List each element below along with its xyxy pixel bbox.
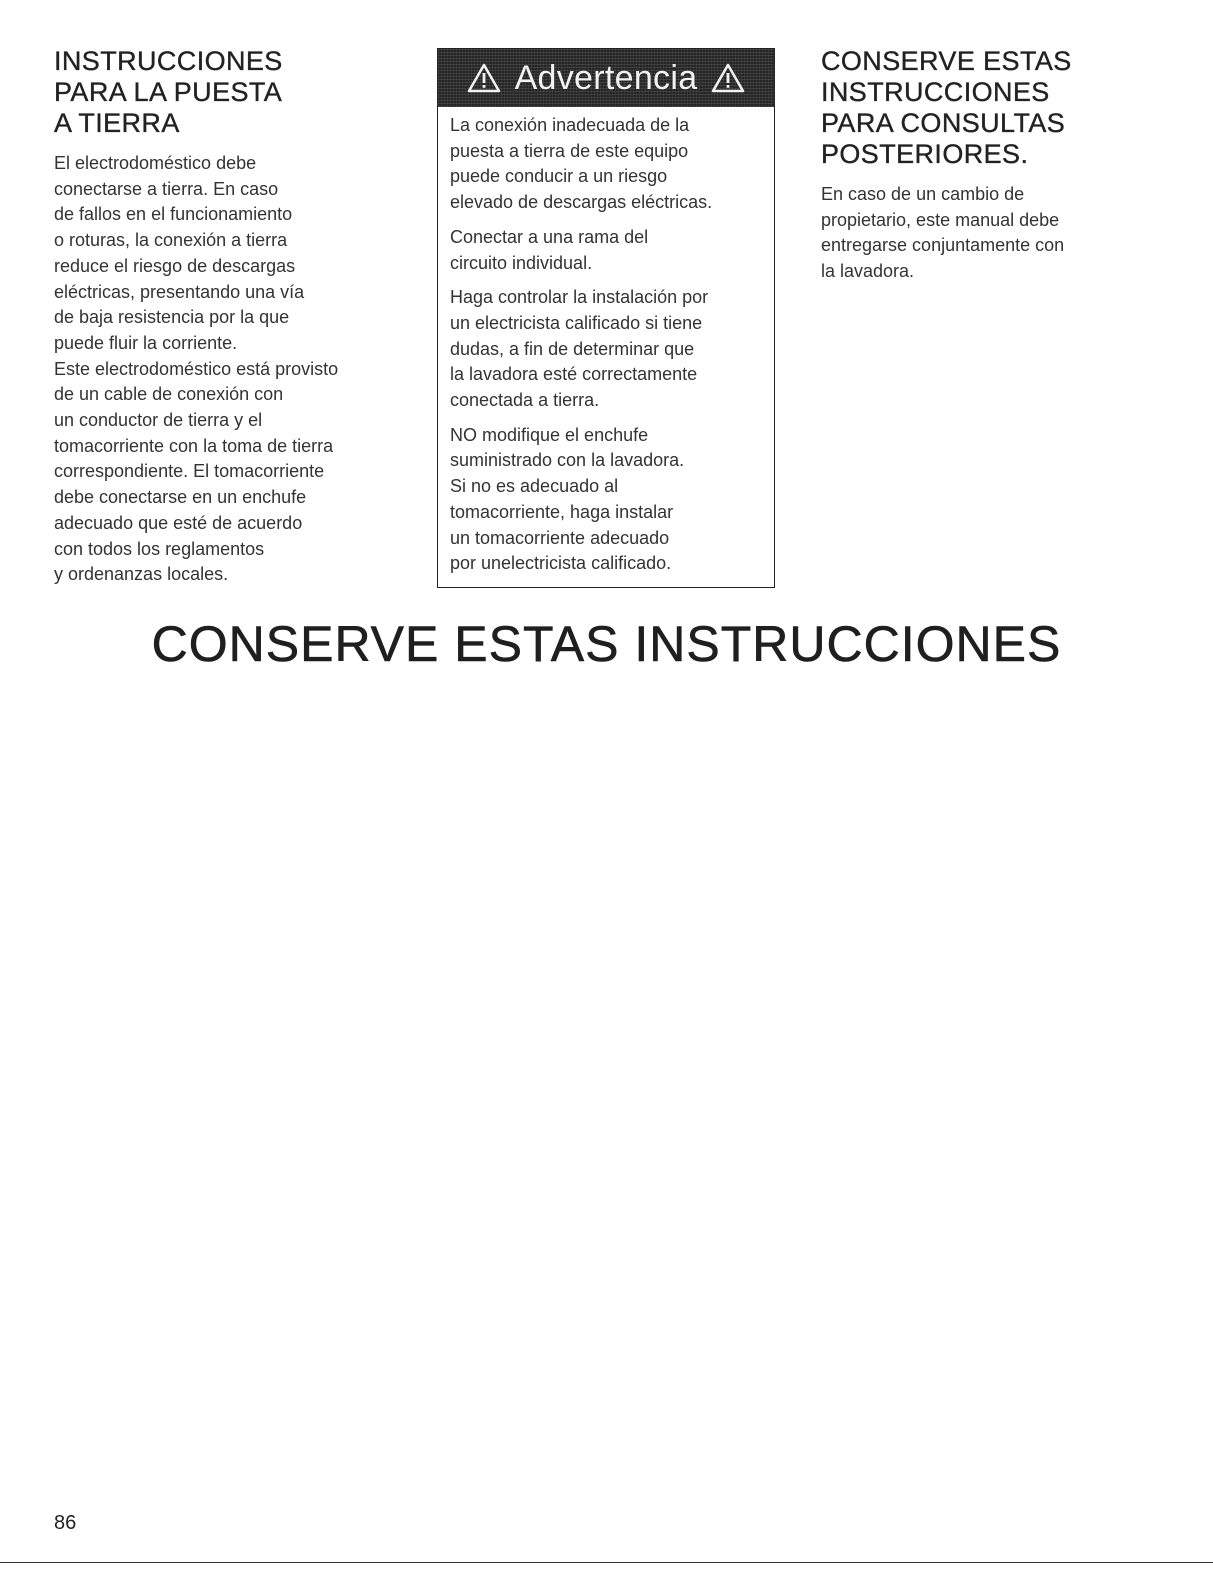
heading-line: PARA CONSULTAS — [821, 108, 1066, 138]
body-line: Haga controlar la instalación por — [450, 287, 709, 308]
keep-instructions-body — [821, 182, 1151, 285]
body-line: Conectar a una rama del — [450, 226, 649, 247]
body-line: de un cable de conexión con — [54, 384, 284, 405]
body-line: NO modifique el enchufe — [450, 424, 649, 445]
body-line: conectada a tierra. — [450, 390, 600, 411]
body-line: propietario, este manual debe — [821, 209, 1060, 230]
body-line: por unelectricista calificado. — [450, 553, 672, 574]
warning-paragraph — [450, 225, 764, 276]
heading-line: POSTERIORES. — [821, 139, 1029, 169]
body-line: reduce el riesgo de descargas — [54, 255, 296, 276]
body-line: eléctricas, presentando una vía — [54, 281, 305, 302]
body-line: de fallos en el funcionamiento — [54, 204, 293, 225]
body-line: conectarse a tierra. En caso — [54, 178, 279, 199]
body-line: un conductor de tierra y el — [54, 410, 263, 431]
heading-line: A TIERRA — [54, 108, 180, 138]
bottom-divider — [0, 1562, 1213, 1563]
body-line: de baja resistencia por la que — [54, 307, 290, 328]
body-line: adecuado que esté de acuerdo — [54, 512, 303, 533]
warning-triangle-icon — [467, 63, 501, 93]
keep-instructions-banner: CONSERVE ESTAS INSTRUCCIONES — [151, 616, 1062, 672]
body-line: puesta a tierra de este equipo — [450, 140, 689, 161]
warning-triangle-icon — [711, 63, 745, 93]
page-number: 86 — [54, 1512, 77, 1534]
body-line: En caso de un cambio de — [821, 184, 1025, 204]
grounding-instructions-body — [54, 151, 404, 588]
warning-title: Advertencia — [514, 58, 698, 97]
keep-instructions-heading — [821, 46, 1151, 170]
body-line: con todos los reglamentos — [54, 538, 265, 559]
body-line: circuito individual. — [450, 252, 593, 273]
body-line: Este electrodoméstico está provisto — [54, 358, 339, 379]
warning-paragraph — [450, 113, 764, 216]
body-line: entregarse conjuntamente con — [821, 235, 1065, 256]
heading-line: INSTRUCCIONES — [821, 77, 1050, 107]
body-line: puede conducir a un riesgo — [450, 166, 668, 187]
heading-line: CONSERVE ESTAS — [821, 46, 1072, 76]
body-line: puede fluir la corriente. — [54, 332, 238, 353]
body-line: suministrado con la lavadora. — [450, 450, 685, 471]
warning-body — [438, 107, 774, 577]
grounding-instructions-section — [54, 46, 404, 588]
body-line: tomacorriente, haga instalar — [450, 501, 674, 522]
keep-instructions-section — [821, 46, 1151, 285]
body-line: y ordenanzas locales. — [54, 564, 229, 585]
body-line: correspondiente. El tomacorriente — [54, 461, 325, 482]
warning-paragraph — [450, 285, 764, 414]
body-line: o roturas, la conexión a tierra — [54, 230, 288, 251]
body-line: la lavadora. — [821, 261, 915, 282]
body-line: elevado de descargas eléctricas. — [450, 192, 713, 213]
body-line: dudas, a fin de determinar que — [450, 338, 695, 359]
grounding-instructions-heading — [54, 46, 404, 139]
body-line: debe conectarse en un enchufe — [54, 487, 307, 508]
body-line: un tomacorriente adecuado — [450, 527, 670, 548]
body-line: La conexión inadecuada de la — [450, 115, 690, 135]
heading-line: INSTRUCCIONES — [54, 46, 283, 76]
body-line: la lavadora esté correctamente — [450, 364, 698, 385]
body-line: tomacorriente con la toma de tierra — [54, 435, 334, 456]
heading-line: PARA LA PUESTA — [54, 77, 283, 107]
warning-header — [438, 49, 774, 107]
body-line: El electrodoméstico debe — [54, 153, 257, 173]
warning-box — [437, 48, 775, 588]
body-line: Si no es adecuado al — [450, 476, 619, 497]
body-line: un electricista calificado si tiene — [450, 312, 703, 333]
warning-paragraph — [450, 423, 764, 577]
